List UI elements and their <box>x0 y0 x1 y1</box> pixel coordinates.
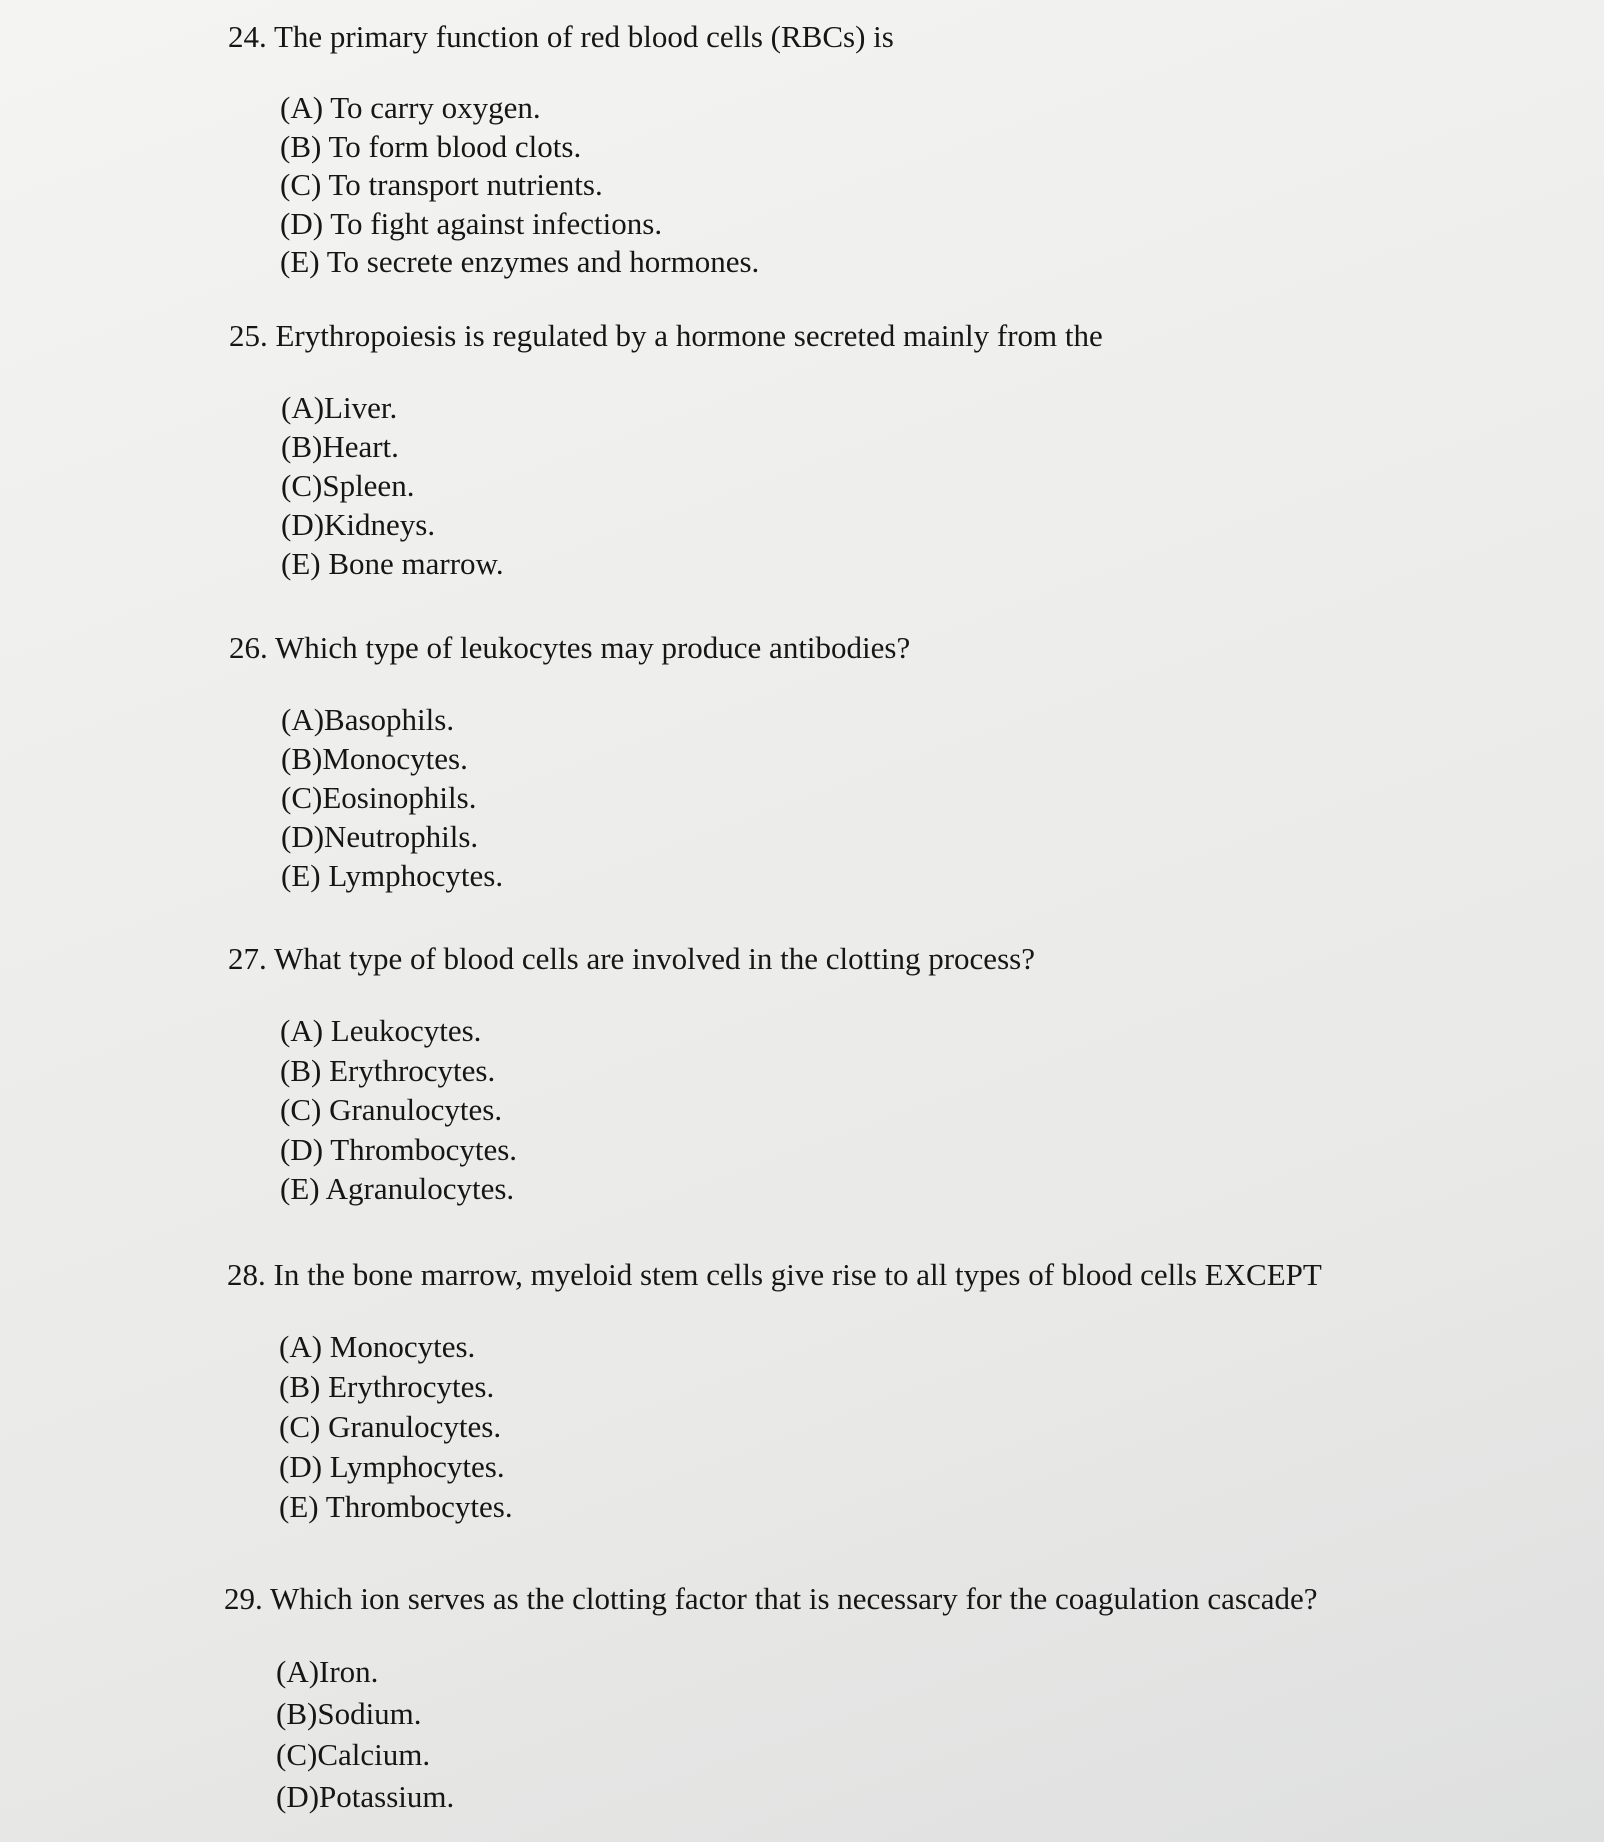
answer-options <box>280 1011 1568 1209</box>
question-24 <box>228 18 1568 282</box>
question-number: 28. <box>227 1257 266 1292</box>
question-number: 25. <box>229 318 268 353</box>
question-25 <box>229 317 1569 583</box>
question-number: 29. <box>224 1581 263 1616</box>
answer-option-a: (A) Leukocytes. <box>280 1013 482 1048</box>
question-stem <box>229 629 1569 667</box>
question-text: In the bone marrow, myeloid stem cells give rise to all types of blood cells EXCEPT <box>273 1257 1322 1292</box>
answer-option-b: (B) Erythrocytes. <box>279 1369 495 1404</box>
question-stem <box>228 18 1568 56</box>
question-text: The primary function of red blood cells (RBCs) is <box>273 19 894 54</box>
question-26 <box>229 629 1569 895</box>
question-number: 24. <box>228 19 267 54</box>
question-text: What type of blood cells are involved in the clotting process? <box>273 941 1035 976</box>
answer-option-d: (D) To fight against infections. <box>280 205 663 241</box>
answer-option-e: (E) Agranulocytes. <box>280 1171 515 1206</box>
answer-options <box>276 1651 1564 1817</box>
answer-option-c: (C)Calcium. <box>276 1737 431 1772</box>
answer-option-d: (D)Kidneys. <box>281 507 436 542</box>
answer-option-c: (C) Granulocytes. <box>279 1409 502 1444</box>
question-number: 26. <box>229 630 268 665</box>
question-29 <box>224 1580 1564 1817</box>
answer-option-e: (E) Bone marrow. <box>281 546 504 581</box>
question-text: Erythropoiesis is regulated by a hormone secreted mainly from the <box>275 318 1103 353</box>
answer-option-e: (E) Lymphocytes. <box>281 858 504 893</box>
answer-option-e: (E) Thrombocytes. <box>279 1489 513 1524</box>
question-stem <box>224 1580 1564 1618</box>
answer-option-d: (D) Thrombocytes. <box>280 1131 518 1167</box>
answer-option-c: (C) Granulocytes. <box>280 1092 503 1127</box>
answer-option-b: (B)Sodium. <box>276 1695 422 1731</box>
answer-option-a: (A)Iron. <box>276 1654 379 1689</box>
answer-option-e: (E) To secrete enzymes and hormones. <box>280 244 760 279</box>
answer-options <box>281 700 1569 895</box>
question-28 <box>227 1256 1567 1527</box>
answer-option-c: (C)Eosinophils. <box>281 780 477 815</box>
answer-options <box>279 1327 1567 1527</box>
answer-option-b: (B) To form blood clots. <box>280 128 582 164</box>
question-27 <box>228 940 1568 1209</box>
answer-option-d: (D)Potassium. <box>276 1778 455 1814</box>
answer-option-d: (D)Neutrophils. <box>281 819 479 854</box>
answer-option-a: (A) To carry oxygen. <box>280 90 541 125</box>
answer-option-a: (A)Liver. <box>281 390 398 425</box>
question-stem <box>227 1256 1567 1294</box>
answer-option-a: (A) Monocytes. <box>279 1329 476 1364</box>
answer-options <box>281 388 1569 583</box>
question-number: 27. <box>228 941 267 976</box>
answer-option-b: (B)Monocytes. <box>281 741 468 776</box>
answer-option-d: (D) Lymphocytes. <box>279 1449 505 1484</box>
answer-options <box>280 89 1568 282</box>
answer-option-b: (B) Erythrocytes. <box>280 1052 496 1088</box>
answer-option-c: (C)Spleen. <box>281 468 415 503</box>
answer-option-c: (C) To transport nutrients. <box>280 167 603 202</box>
question-text: Which ion serves as the clotting factor that is necessary for the coagulation cascade? <box>269 1581 1318 1616</box>
question-stem <box>228 940 1568 978</box>
answer-option-a: (A)Basophils. <box>281 702 455 737</box>
answer-option-b: (B)Heart. <box>281 429 399 464</box>
question-text: Which type of leukocytes may produce antibodies? <box>274 630 911 665</box>
question-stem <box>229 317 1569 355</box>
